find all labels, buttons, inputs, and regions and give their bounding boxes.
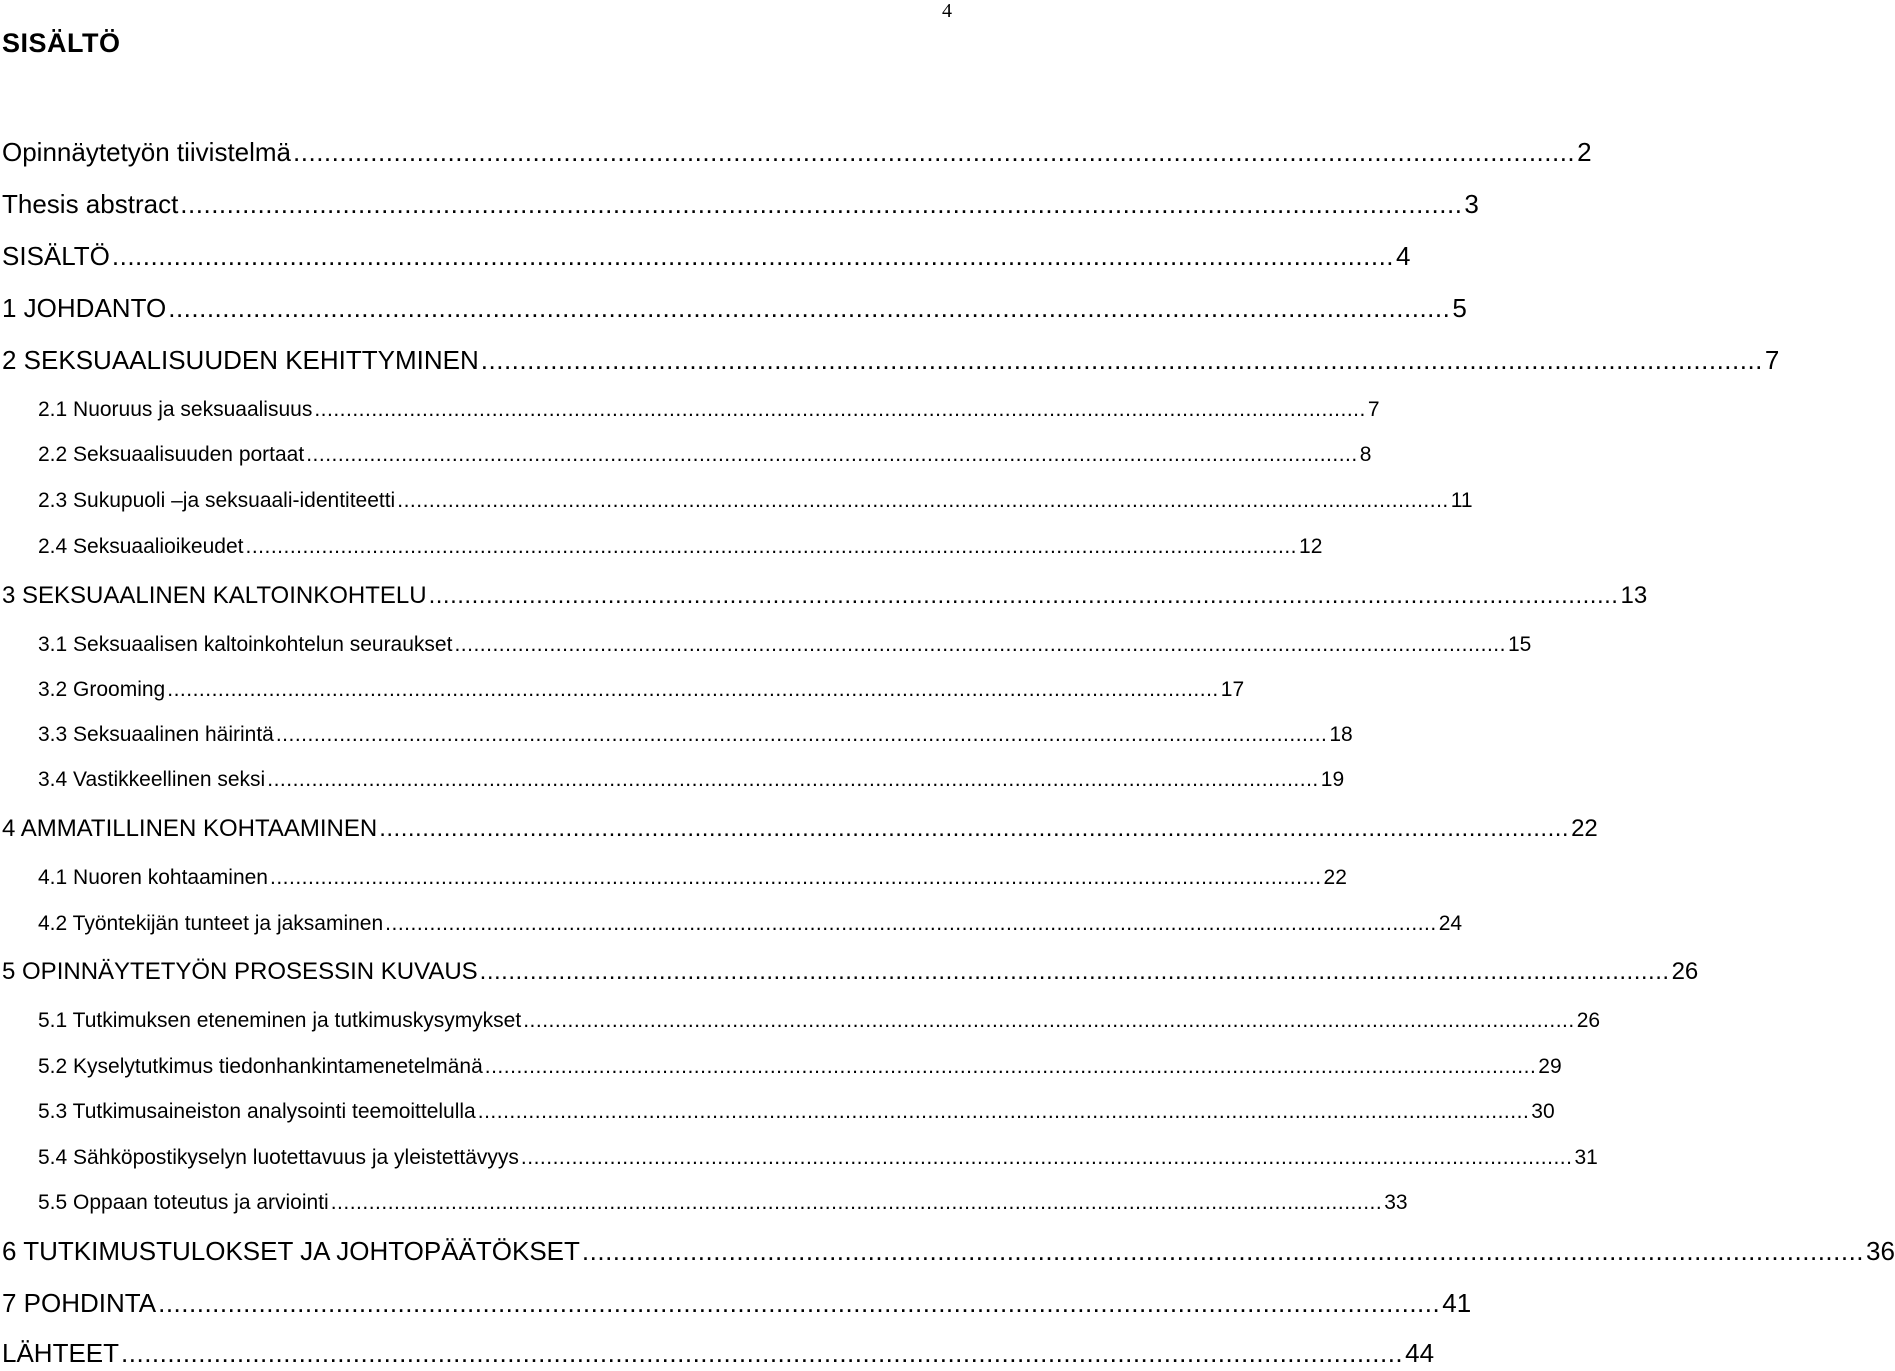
toc-leader-dots: ...................................................................................................................................................................... — [267, 768, 1319, 791]
toc-entry[interactable] — [38, 443, 1372, 467]
toc-entry-label: 4.2 Työntekijän tunteet ja jaksaminen — [38, 912, 384, 935]
toc-entry-label: 2.2 Seksuaalisuuden portaat — [38, 443, 305, 466]
toc-entry[interactable] — [38, 866, 1347, 890]
toc-entry-page: 22 — [1571, 815, 1598, 842]
toc-entry-page: 26 — [1671, 958, 1699, 985]
toc-leader-dots: ...................................................................................................................................................................... — [480, 345, 1763, 375]
toc-leader-dots: ...................................................................................................................................................................... — [111, 241, 1395, 271]
toc-entry-page: 29 — [1538, 1055, 1562, 1078]
toc-leader-dots: ...................................................................................................................................................................... — [581, 1236, 1865, 1266]
toc-entry[interactable] — [2, 241, 1411, 272]
toc-entry-page: 7 — [1367, 398, 1380, 421]
toc-entry-label: 5.5 Oppaan toteutus ja arviointi — [38, 1191, 329, 1214]
toc-entry-page: 19 — [1320, 768, 1345, 791]
toc-entry-page: 36 — [1866, 1236, 1895, 1266]
toc-leader-dots: ...................................................................................................................................................................... — [306, 443, 1358, 466]
toc-entry-page: 17 — [1220, 678, 1245, 701]
toc-leader-dots: ...................................................................................................................................................................... — [245, 535, 1298, 558]
toc-entry-label: 1 JOHDANTO — [2, 293, 167, 323]
toc-entry-label: 5.4 Sähköpostikyselyn luotettavuus ja yleistettävyys — [38, 1146, 519, 1169]
toc-entry-page: 7 — [1764, 345, 1780, 375]
toc-entry-label: 3 SEKSUAALINEN KALTOINKOHTELU — [2, 582, 427, 609]
toc-entry-label: Opinnäytetyön tiivistelmä — [2, 137, 292, 167]
toc-entry[interactable] — [38, 1146, 1598, 1170]
toc-entry[interactable] — [38, 535, 1323, 559]
toc-leader-dots: ...................................................................................................................................................................... — [479, 958, 1670, 985]
toc-leader-dots: ...................................................................................................................................................................... — [428, 582, 1619, 609]
toc-leader-dots: ...................................................................................................................................................................... — [168, 293, 1451, 323]
toc-entry-page: 41 — [1442, 1288, 1472, 1318]
toc-entry-page: 15 — [1507, 633, 1532, 656]
toc-entry[interactable] — [38, 723, 1353, 747]
toc-entry[interactable] — [2, 137, 1592, 168]
toc-entry-label: 2.3 Sukupuoli –ja seksuaali-identiteetti — [38, 489, 396, 512]
toc-entry-label: 6 TUTKIMUSTULOKSET JA JOHTOPÄÄTÖKSET — [2, 1236, 580, 1266]
toc-entry[interactable] — [38, 1055, 1562, 1079]
toc-entry-label: 5.3 Tutkimusaineiston analysointi teemoittelulla — [38, 1100, 476, 1123]
toc-entry-page: 31 — [1574, 1146, 1598, 1169]
toc-entry[interactable] — [38, 678, 1245, 702]
toc-entry[interactable] — [2, 189, 1479, 220]
toc-entry-page: 44 — [1405, 1338, 1435, 1368]
toc-entry-label: Thesis abstract — [2, 189, 179, 219]
toc-leader-dots: ...................................................................................................................................................................... — [523, 1009, 1575, 1032]
toc-entry-page: 22 — [1323, 866, 1347, 889]
toc-entry[interactable] — [38, 912, 1463, 936]
toc-entry-page: 2 — [1577, 137, 1592, 167]
toc-leader-dots: ...................................................................................................................................................................... — [158, 1288, 1441, 1318]
toc-entry[interactable] — [38, 633, 1532, 657]
toc-entry-label: SISÄLTÖ — [2, 241, 110, 271]
toc-entry-page: 33 — [1384, 1191, 1408, 1214]
page-number: 4 — [942, 0, 952, 22]
toc-leader-dots: ...................................................................................................................................................................... — [270, 866, 1322, 889]
toc-entry[interactable] — [2, 815, 1598, 843]
toc-entry-page: 11 — [1450, 489, 1473, 512]
toc-leader-dots: ...................................................................................................................................................................... — [180, 189, 1463, 219]
toc-leader-dots: ...................................................................................................................................................................... — [330, 1191, 1383, 1214]
toc-entry-page: 30 — [1531, 1100, 1555, 1123]
toc-leader-dots: ...................................................................................................................................................................... — [314, 398, 1366, 421]
toc-entry[interactable] — [38, 489, 1473, 513]
toc-leader-dots: ...................................................................................................................................................................... — [397, 489, 1449, 512]
toc-entry-label: 3.1 Seksuaalisen kaltoinkohtelun seuraukset — [38, 633, 453, 656]
toc-entry-label: 2 SEKSUAALISUUDEN KEHITTYMINEN — [2, 345, 479, 375]
toc-entry[interactable] — [38, 398, 1380, 422]
toc-entry-label: 3.4 Vastikkeellinen seksi — [38, 768, 266, 791]
toc-entry-page: 5 — [1452, 293, 1467, 323]
toc-entry-page: 24 — [1438, 912, 1463, 935]
toc-entry-label: 2.4 Seksuaalioikeudet — [38, 535, 244, 558]
toc-entry-label: 3.2 Grooming — [38, 678, 166, 701]
toc-entry[interactable] — [2, 293, 1467, 324]
toc-entry-label: 4 AMMATILLINEN KOHTAAMINEN — [2, 815, 378, 842]
toc-entry-label: 5 OPINNÄYTETYÖN PROSESSIN KUVAUS — [2, 958, 478, 985]
toc-leader-dots: ...................................................................................................................................................................... — [454, 633, 1506, 656]
toc-entry-label: 5.2 Kyselytutkimus tiedonhankintamenetelmänä — [38, 1055, 483, 1078]
toc-leader-dots: ...................................................................................................................................................................... — [121, 1338, 1404, 1368]
toc-entry-page: 26 — [1576, 1009, 1601, 1032]
toc-entry-label: LÄHTEET — [2, 1338, 120, 1368]
toc-leader-dots: ...................................................................................................................................................................... — [477, 1100, 1530, 1123]
toc-entry-label: 3.3 Seksuaalinen häirintä — [38, 723, 274, 746]
toc-entry-page: 13 — [1620, 582, 1648, 609]
toc-entry[interactable] — [38, 1191, 1408, 1215]
toc-entry-page: 3 — [1464, 189, 1479, 219]
toc-entry-label: 5.1 Tutkimuksen eteneminen ja tutkimuskysymykset — [38, 1009, 522, 1032]
toc-entry[interactable] — [38, 1100, 1555, 1124]
toc-leader-dots: ...................................................................................................................................................................... — [379, 815, 1570, 842]
toc-entry-page: 12 — [1299, 535, 1323, 558]
toc-entry[interactable] — [38, 1009, 1601, 1033]
toc-leader-dots: ...................................................................................................................................................................... — [275, 723, 1328, 746]
toc-leader-dots: ...................................................................................................................................................................... — [385, 912, 1437, 935]
toc-leader-dots: ...................................................................................................................................................................... — [167, 678, 1219, 701]
toc-leader-dots: ...................................................................................................................................................................... — [484, 1055, 1537, 1078]
toc-leader-dots: ...................................................................................................................................................................... — [520, 1146, 1573, 1169]
toc-entry[interactable] — [38, 768, 1345, 792]
page-title: SISÄLTÖ — [2, 28, 121, 58]
toc-entry-page: 18 — [1329, 723, 1353, 746]
toc-entry[interactable] — [2, 1338, 1435, 1369]
toc-leader-dots: ...................................................................................................................................................................... — [293, 137, 1576, 167]
toc-entry[interactable] — [2, 1236, 1895, 1267]
toc-entry[interactable] — [2, 345, 1780, 376]
toc-entry[interactable] — [2, 958, 1699, 986]
toc-entry-label: 7 POHDINTA — [2, 1288, 157, 1318]
toc-entry-label: 2.1 Nuoruus ja seksuaalisuus — [38, 398, 313, 421]
toc-entry-label: 4.1 Nuoren kohtaaminen — [38, 866, 268, 889]
toc-entry-page: 4 — [1396, 241, 1411, 271]
toc-entry[interactable] — [2, 1288, 1472, 1319]
toc-entry[interactable] — [2, 582, 1648, 610]
toc-entry-page: 8 — [1359, 443, 1372, 466]
